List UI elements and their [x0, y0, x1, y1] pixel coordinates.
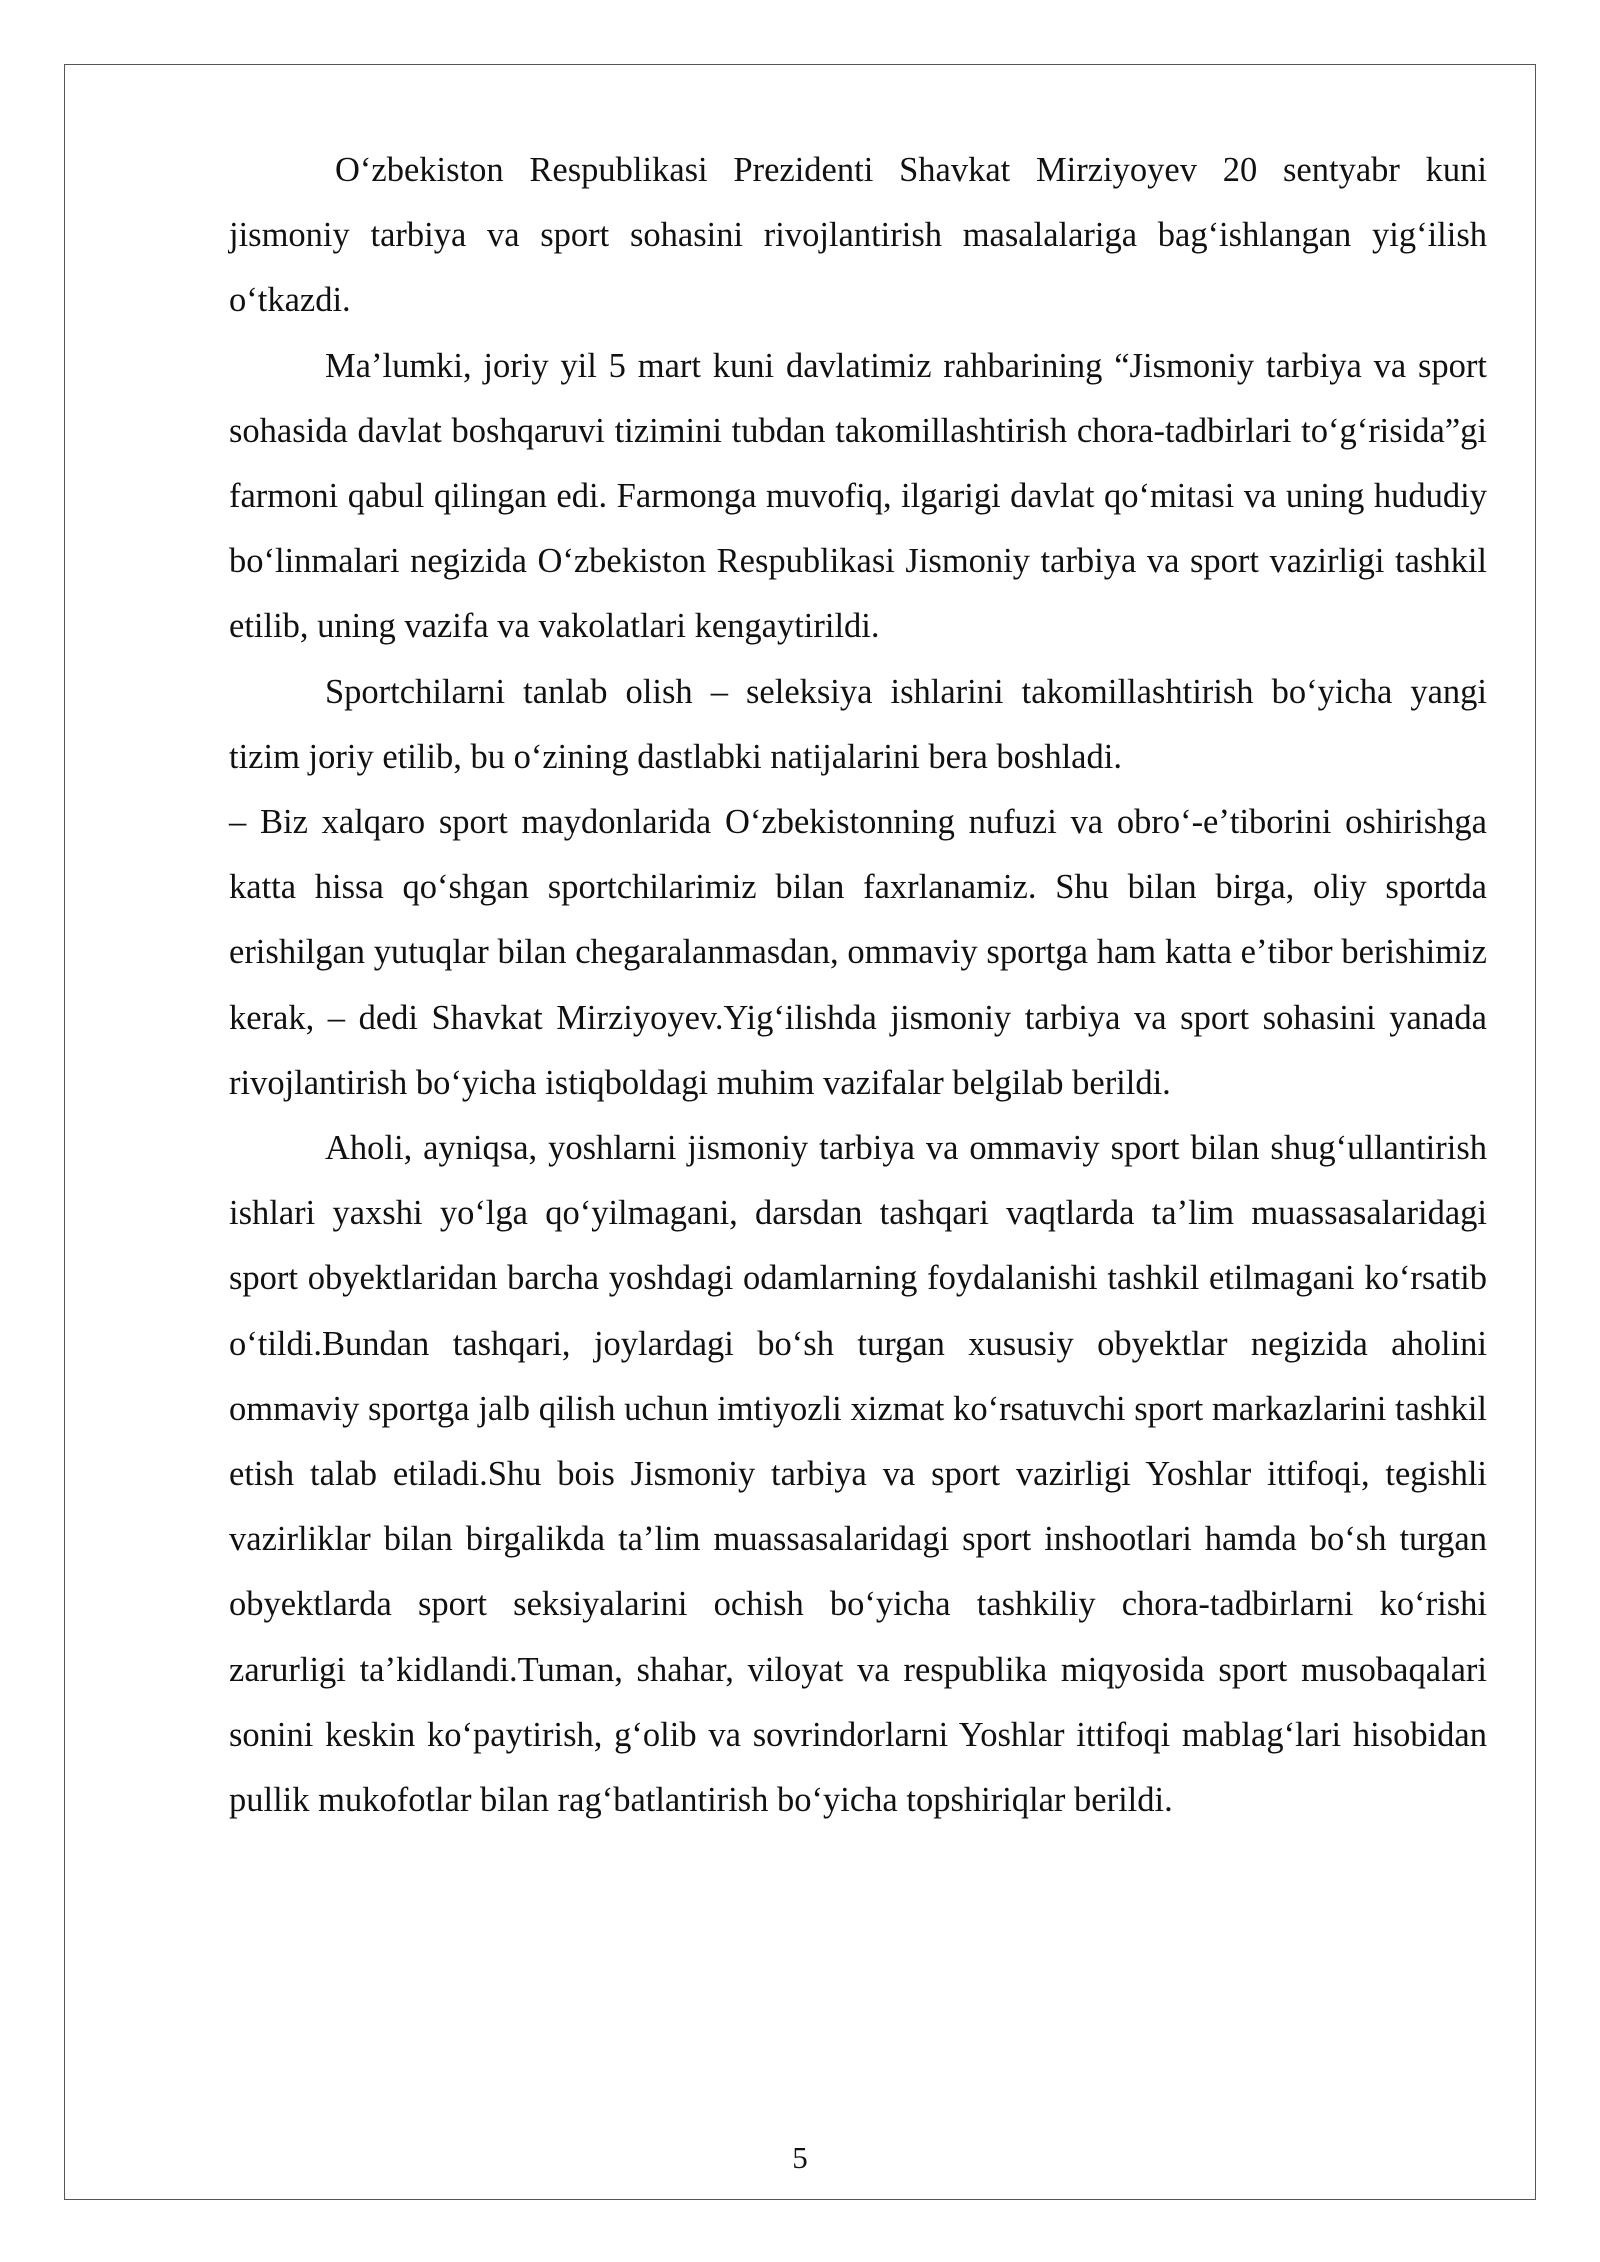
paragraph-5: Aholi, ayniqsa, yoshlarni jismoniy tarbiya va ommaviy sport bilan shugʻullantirish ishlari yaxshi yoʻlga qoʻyilmagani, darsdan tashqari vaqtlarda taʼlim muassasalaridagi sport obyektlaridan barcha yoshdagi odamlarning foydalanishi tashkil etilmagani koʻrsatib oʻtildi.Bundan tashqari, joylardagi boʻsh turgan xususiy obyektlar negizida aholini ommaviy sportga jalb qilish uchun imtiyozli xizmat koʻrsatuvchi sport markazlarini tashkil etish talab etiladi.Shu bois Jismoniy tarbiya va sport vazirligi Yoshlar ittifoqi, tegishli vazirliklar bilan birgalikda taʼlim muassasalaridagi sport inshootlari hamda boʻsh turgan obyektlarda sport seksiyalarini ochish boʻyicha tashkiliy chora-tadbirlarni koʻrishi zarurligi taʼkidlandi.Tuman, shahar, viloyat va respublika miqyosida sport musobaqalari sonini keskin koʻpaytirish, gʻolib va sovrindorlarni Yoshlar ittifoqi mablagʻlari hisobidan pullik mukofotlar bilan ragʻbatlantirish boʻyicha topshiriqlar berildi.: [229, 1129, 1487, 1820]
paragraph-2: Maʼlumki, joriy yil 5 mart kuni davlatimiz rahbarining “Jismoniy tarbiya va sport sohasida davlat boshqaruvi tizimini tubdan takomillashtirish chora-tadbirlari toʻgʻrisida”gi farmoni qabul qilingan edi. Farmonga muvofiq, ilgarigi davlat qoʻmitasi va uning hududiy boʻlinmalari negizida Oʻzbekiston Respublikasi Jismoniy tarbiya va sport vazirligi tashkil etilib, uning vazifa va vakolatlari kengaytirildi.: [229, 346, 1487, 646]
page-number: 5: [792, 2140, 808, 2175]
document-body: [229, 138, 1487, 1833]
paragraph-1: Oʻzbekiston Respublikasi Prezidenti Shavkat Mirziyoyev 20 sentyabr kuni jismoniy tarbiya va sport sohasini rivojlantirish masalalariga bagʻishlangan yigʻilish oʻtkazdi.: [229, 151, 1487, 320]
paragraph-4-quote: – Biz xalqaro sport maydonlarida Oʻzbekistonning nufuzi va obroʻ-eʼtiborini oshirishga katta hissa qoʻshgan sportchilarimiz bilan faxrlanamiz. Shu bilan birga, oliy sportda erishilgan yutuqlar bilan chegaralanmasdan, ommaviy sportga ham katta eʼtibor berishimiz kerak, – dedi Shavkat Mirziyoyev.Yigʻilishda jismoniy tarbiya va sport sohasini yanada rivojlantirish boʻyicha istiqboldagi muhim vazifalar belgilab berildi.: [229, 803, 1487, 1102]
paragraph-3: Sportchilarni tanlab olish – seleksiya ishlarini takomillashtirish boʻyicha yangi tizim joriy etilib, bu oʻzining dastlabki natijalarini bera boshladi.: [229, 672, 1487, 776]
